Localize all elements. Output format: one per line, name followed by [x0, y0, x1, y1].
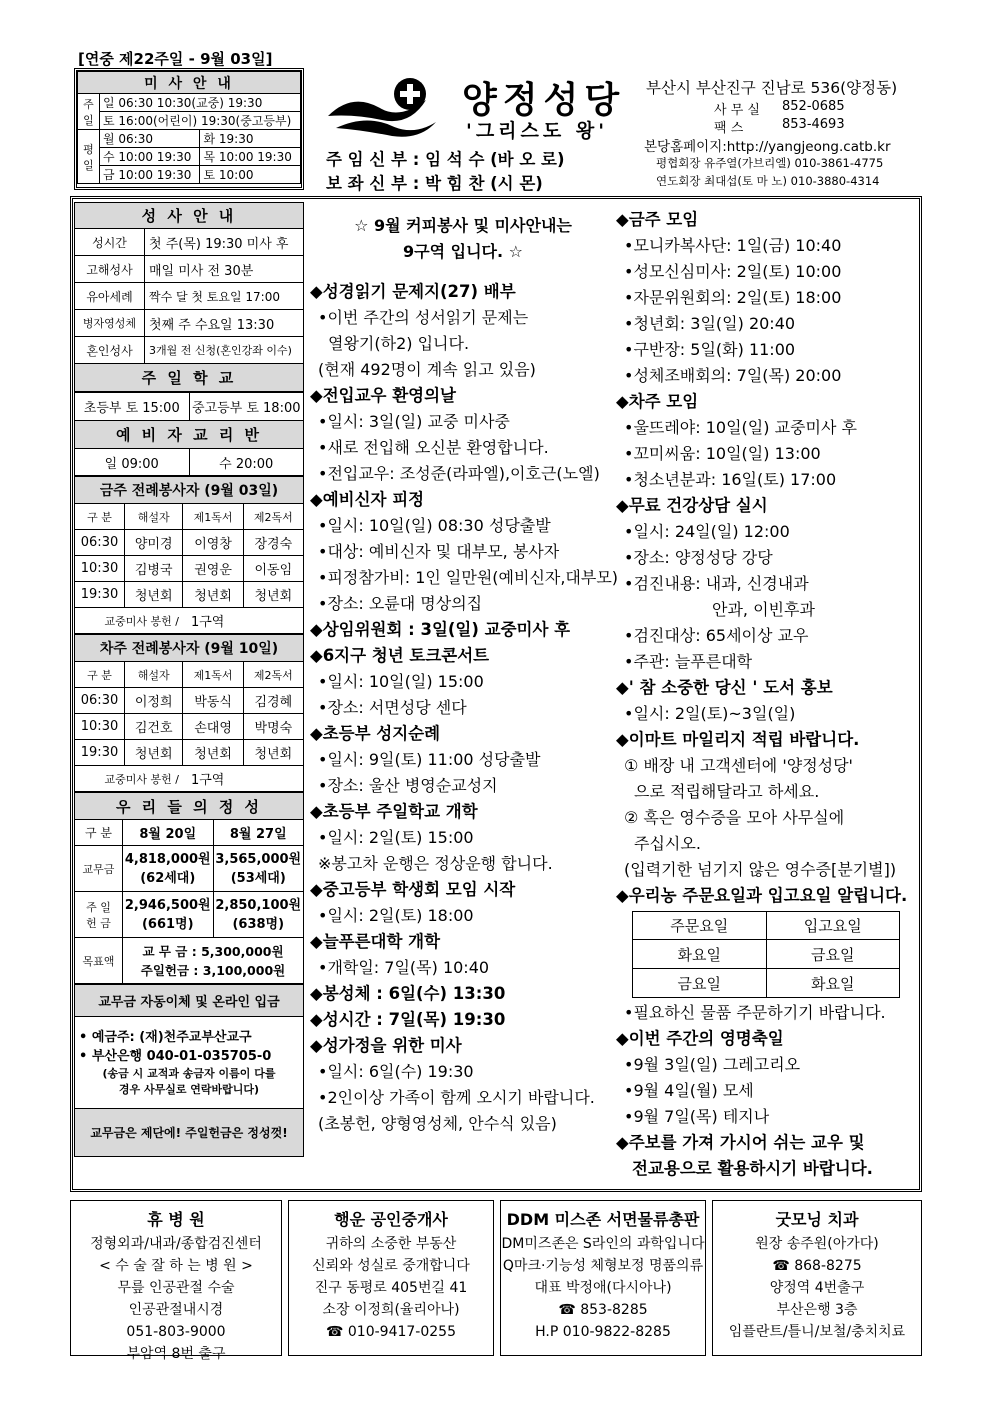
ad-line: 대표 박정애(다시아나)	[534, 1280, 672, 1296]
sacrament-label: 고해성사	[75, 256, 145, 283]
notice-item: •장소: 오륜대 명상의집	[318, 594, 483, 613]
notice-item: •9월 4일(월) 모세	[624, 1081, 754, 1100]
notice-item: •자문위원회의: 2일(토) 18:00	[624, 288, 842, 307]
order-day-header: 입고요일	[766, 912, 900, 940]
offerings-amount: 4,818,000원	[124, 851, 211, 867]
notice-item: •장소: 서면성당 센다	[318, 698, 467, 717]
sacrament-label: 혼인성사	[75, 337, 145, 364]
notice-heading: ◆이마트 마일리지 적립 바랍니다.	[616, 730, 860, 749]
table-row	[75, 530, 304, 556]
school-cell: 중고등부 토 18:00	[189, 393, 304, 421]
servers-header: 제2독서	[243, 662, 303, 688]
notice-heading: ◆전입교우 환영의날	[310, 386, 456, 405]
mass-weekday-cell: 목 10:00 19:30	[200, 148, 301, 166]
ad-line: DM미즈존은 S라인의 과학입니다	[501, 1236, 705, 1252]
notice-item: •검진내용: 내과, 신경내과	[624, 574, 809, 593]
notice-heading: ◆우리농 주문요일과 입고요일 알립니다.	[616, 886, 908, 905]
offerings-count: (661명)	[141, 916, 194, 932]
offerings-label: 주 일 헌 금	[75, 892, 123, 938]
notice-item: 안과, 이빈후과	[712, 600, 815, 619]
notice-item: •일시: 10일(일) 08:30 성당출발	[318, 516, 551, 535]
transfer-account-number: • 부산은행 040-01-035705-0	[79, 1048, 272, 1064]
offerings-amount: 3,565,000원	[215, 851, 302, 867]
servers-cell: 김병국	[125, 556, 183, 582]
table-row	[633, 969, 900, 998]
notice-item: •꼬미씨움: 10일(일) 13:00	[624, 444, 821, 463]
ad-line: 양정역 4번출구	[769, 1280, 865, 1296]
notice-item: •성모신심미사: 2일(토) 10:00	[624, 262, 842, 281]
servers-cell: 손대영	[183, 714, 243, 740]
notice-heading: ◆차주 모임	[616, 392, 699, 411]
notice-heading: ◆무료 건강상담 실시	[616, 496, 768, 515]
parish-logo-icon	[322, 70, 448, 142]
order-day-cell: 화요일	[766, 969, 900, 998]
notice-heading: ◆주보를 가져 가시어 쉬는 교우 및	[616, 1133, 865, 1152]
notice-heading: ◆성시간 : 7일(목) 19:30	[310, 1010, 506, 1029]
notice-heading: ◆이번 주간의 영명축일	[616, 1029, 784, 1048]
notice-heading: ◆성경읽기 문제지(27) 배부	[310, 282, 516, 301]
notice-heading: ◆' 참 소중한 당신 ' 도서 홍보	[616, 678, 833, 697]
servers-cell: 청년회	[125, 582, 183, 608]
notice-item: •피정참가비: 1인 일만원(예비신자,대부모)	[318, 568, 619, 587]
mass-weekday-label: 평일	[78, 130, 100, 184]
notice-item: •일시: 2일(토) 15:00	[318, 828, 474, 847]
middle-column	[310, 213, 619, 1137]
fax-phone: 853-4693	[782, 117, 845, 132]
notice-item: •주관: 늘푸른대학	[624, 652, 753, 671]
fax-label: 팩 스	[714, 121, 744, 136]
notice-item: (현재 492명이 계속 읽고 있음)	[318, 360, 536, 379]
ad-line: 051-803-9000	[126, 1324, 226, 1340]
notice-item: •새로 전입해 오신분 환영합니다.	[318, 438, 549, 457]
servers-cell: 이정희	[125, 688, 183, 714]
transfer-note: (송금 시 교적과 송금자 이름이 다를	[102, 1066, 276, 1080]
pastor-line: 주 임 신 부 : 임 석 수 (바 오 로)	[326, 150, 565, 169]
servers-next-title: 차주 전례봉사자 (9월 10일)	[75, 635, 304, 662]
offerings-count: (53세대)	[230, 870, 286, 886]
notice-heading: ◆성가정을 위한 미사	[310, 1036, 462, 1055]
sacrament-label: 병자영성체	[75, 310, 145, 337]
right-column	[616, 207, 918, 1182]
school-table	[74, 392, 304, 476]
notice-item: (초봉헌, 양형영성체, 안수식 있음)	[318, 1114, 557, 1133]
notice-item: ※봉고차 운행은 정상운행 합니다.	[318, 854, 553, 873]
notice-heading: ◆예비신자 피정	[310, 490, 425, 509]
ad-line: ☎ 010-9417-0255	[326, 1324, 456, 1340]
mass-sunday-line: 일 06:30 10:30(교중) 19:30	[100, 94, 301, 112]
notice-item: ② 혹은 영수증을 모아 사무실에	[624, 808, 845, 827]
offerings-count: (62세대)	[140, 870, 196, 886]
catechumen-cell: 수 20:00	[189, 449, 304, 476]
sacraments-title: 성 사 안 내	[75, 203, 304, 229]
notice-item: 주십시오.	[634, 834, 701, 853]
council-president: 평협회장 유주열(가브리엘) 010-3861-4775	[656, 156, 884, 170]
order-day-cell: 화요일	[633, 940, 767, 969]
transfer-box	[74, 984, 304, 1157]
offerings-count: (638명)	[232, 916, 285, 932]
ad-line: ☎ 853-8285	[558, 1302, 648, 1318]
servers-cell: 박명숙	[243, 714, 303, 740]
notice-item: •개학일: 7일(목) 10:40	[318, 958, 490, 977]
school-title: 주 일 학 교	[75, 364, 304, 392]
mass-weekday-cell: 토 10:00	[200, 166, 301, 184]
notice-item: •청년회: 3일(일) 20:40	[624, 314, 796, 333]
catechumen-title: 예 비 자 교 리 반	[75, 421, 304, 449]
servers-cell: 김건호	[125, 714, 183, 740]
ad-line: 진구 동평로 405번길 41	[314, 1280, 468, 1296]
offering-label: 교중미사 봉헌 /	[75, 608, 183, 634]
mass-sunday-label: 주일	[78, 94, 100, 130]
offerings-header: 8월 27일	[213, 820, 304, 846]
ad-line: 원장 송주원(아가다)	[755, 1236, 879, 1252]
ad-line: 귀하의 소중한 부동산	[325, 1236, 457, 1252]
servers-header: 제1독서	[183, 504, 243, 530]
offering-value: 1구역	[183, 766, 304, 792]
ad-line: 무릎 인공관절 수술	[117, 1280, 235, 1296]
catechumen-cell: 일 09:00	[75, 449, 190, 476]
transfer-account-holder: • 예금주: (재)천주교부산교구	[79, 1029, 252, 1045]
parish-title: 양정성당	[462, 79, 626, 121]
servers-cell: 이동임	[243, 556, 303, 582]
servers-cell: 권영운	[183, 556, 243, 582]
notice-heading: ◆상임위원회 : 3일(일) 교중미사 후	[310, 620, 571, 639]
ad-line: 부산은행 3층	[776, 1302, 858, 1318]
notice-item: •9월 7일(목) 테지나	[624, 1107, 770, 1126]
right-notices-bottom	[616, 1000, 918, 1182]
ad-title: 휴 병 원	[147, 1210, 205, 1229]
notice-item: •청소년분과: 16일(토) 17:00	[624, 470, 837, 489]
notice-heading: ◆초등부 성지순례	[310, 724, 441, 743]
notice-heading: 전교용으로 활용하시기 바랍니다.	[632, 1159, 873, 1178]
coffee-notice: 9구역 입니다. ☆	[403, 242, 523, 261]
coffee-notice: ☆ 9월 커피봉사 및 미사안내는	[354, 216, 572, 235]
ad-line: 부암역 8번 출구	[126, 1346, 226, 1362]
date-line: [연중 제22주일 - 9월 03일]	[78, 50, 273, 68]
servers-time: 06:30	[75, 530, 125, 556]
left-column	[74, 202, 304, 1157]
offerings-amount: 2,850,100원	[215, 897, 302, 913]
notice-item: (입력기한 넘기지 않은 영수증[분기별])	[624, 860, 897, 879]
ad-line: 임플란트/틀니/보철/충치치료	[728, 1324, 906, 1340]
offerings-title: 우 리 들 의 정 성	[75, 793, 304, 820]
notice-item: ① 배장 내 고객센터에 '양정성당'	[624, 756, 853, 775]
table-row	[633, 940, 900, 969]
table-row	[75, 740, 304, 766]
table-row	[75, 714, 304, 740]
notice-item: •9월 3일(일) 그레고리오	[624, 1055, 801, 1074]
servers-time: 06:30	[75, 688, 125, 714]
notice-item: •일시: 6일(수) 19:30	[318, 1062, 474, 1081]
mass-weekday-cell: 월 06:30	[100, 130, 200, 148]
servers-time: 10:30	[75, 556, 125, 582]
notice-item: •구반장: 5일(화) 11:00	[624, 340, 796, 359]
offerings-header: 구 분	[75, 820, 123, 846]
servers-cell: 장경숙	[243, 530, 303, 556]
ad-line: 신뢰와 성실로 중개합니다	[312, 1258, 470, 1274]
notice-item: •2인이상 가족이 함께 오시기 바랍니다.	[318, 1088, 595, 1107]
servers-header: 제2독서	[243, 504, 303, 530]
sacrament-label: 유아세례	[75, 283, 145, 310]
transfer-note: 경우 사무실로 연락바랍니다)	[118, 1082, 260, 1096]
mass-weekday-cell: 수 10:00 19:30	[100, 148, 200, 166]
goal-line: 교 무 금 : 5,300,000원	[142, 943, 284, 959]
servers-cell: 청년회	[243, 582, 303, 608]
homepage-link[interactable]: 본당홈페이지:http://yangjeong.catb.kr	[644, 139, 891, 155]
servers-cell: 김경혜	[243, 688, 303, 714]
servers-cell: 청년회	[183, 740, 243, 766]
mass-title: 미 사 안 내	[78, 72, 301, 94]
servers-cell: 청년회	[183, 582, 243, 608]
ad-line: ☎ 868-8275	[772, 1258, 862, 1274]
notice-item: •장소: 양정성당 강당	[624, 548, 773, 567]
school-cell: 초등부 토 15:00	[75, 393, 190, 421]
slogan: 교무금은 제단에! 주일헌금은 정성껏!	[75, 1109, 304, 1157]
notice-item: •일시: 2일(토)~3일(일)	[624, 704, 796, 723]
servers-time: 19:30	[75, 582, 125, 608]
table-row	[75, 688, 304, 714]
ad-line: 소장 이정희(율리아나)	[322, 1302, 460, 1318]
notice-item: •일시: 24일(일) 12:00	[624, 522, 790, 541]
sacrament-value: 첫째 주 수요일 13:30	[145, 310, 304, 337]
office-label: 사 무 실	[714, 103, 760, 118]
goal-line: 주일헌금 : 3,100,000원	[140, 962, 286, 978]
notice-item: •일시: 2일(토) 18:00	[318, 906, 474, 925]
ad-hospital	[70, 1200, 282, 1362]
notice-heading: ◆봉성체 : 6일(수) 13:30	[310, 984, 506, 1003]
notice-heading: ◆6지구 청년 토크콘서트	[310, 646, 490, 665]
mass-schedule-box	[74, 68, 304, 190]
ad-line: Q마크·기능성 체형보정 명품의류	[502, 1258, 704, 1274]
mass-weekday-cell: 화 19:30	[200, 130, 301, 148]
council-secretary: 연도회장 최대섭(토 마 노) 010-3880-4314	[656, 174, 880, 188]
notice-item: •울뜨레야: 10일(일) 교중미사 후	[624, 418, 857, 437]
ad-title: 행운 공인중개사	[334, 1210, 448, 1229]
notice-item: •필요하신 물품 주문하기기 바랍니다.	[624, 1003, 886, 1022]
address: 부산시 부산진구 진남로 536(양정동)	[646, 79, 898, 97]
mass-saturday-line: 토 16:00(어린이) 19:30(중고등부)	[100, 112, 301, 130]
spacer	[310, 265, 616, 279]
order-day-header: 주문요일	[633, 912, 767, 940]
notice-item: •장소: 울산 병영순교성지	[318, 776, 498, 795]
order-day-table	[632, 911, 900, 998]
notice-item: •대상: 예비신자 및 대부모, 봉사자	[318, 542, 560, 561]
servers-header: 해설자	[125, 504, 183, 530]
servers-time: 10:30	[75, 714, 125, 740]
order-day-cell: 금요일	[766, 940, 900, 969]
offerings-amount: 2,946,500원	[124, 897, 211, 913]
servers-this-week-table	[74, 476, 304, 634]
notice-item: •일시: 9일(토) 11:00 성당출발	[318, 750, 541, 769]
office-phone: 852-0685	[782, 99, 845, 114]
goal-label: 목표액	[75, 938, 123, 984]
ad-title: 굿모닝 치과	[775, 1210, 859, 1229]
table-row	[75, 582, 304, 608]
servers-time: 19:30	[75, 740, 125, 766]
servers-header: 해설자	[125, 662, 183, 688]
notice-item: •이번 주간의 성서읽기 문제는	[318, 308, 529, 327]
ad-dental	[712, 1200, 922, 1356]
notice-heading: ◆중고등부 학생회 모임 시작	[310, 880, 516, 899]
notice-heading: ◆늘푸른대학 개학	[310, 932, 441, 951]
ad-line: 인공관절내시경	[128, 1302, 224, 1318]
servers-cell: 청년회	[125, 740, 183, 766]
notice-item: 열왕기(하2) 입니다.	[328, 334, 470, 353]
notice-item: 으로 적립해달라고 하세요.	[634, 782, 820, 801]
sacraments-table	[74, 202, 304, 392]
servers-cell: 박동식	[183, 688, 243, 714]
servers-header: 제1독서	[183, 662, 243, 688]
ad-line: < 수 술 잘 하 는 병 원 >	[99, 1258, 253, 1274]
offering-value: 1구역	[183, 608, 304, 634]
servers-cell: 양미경	[125, 530, 183, 556]
right-notices-top	[616, 207, 918, 909]
servers-next-week-table	[74, 634, 304, 792]
sacrament-value: 첫 주(목) 19:30 미사 후	[145, 229, 304, 256]
ad-clothing	[500, 1200, 706, 1356]
order-day-cell: 금요일	[633, 969, 767, 998]
ad-line: 정형외과/내과/종합검진센터	[90, 1236, 262, 1252]
mass-weekday-cell: 금 10:00 19:30	[100, 166, 200, 184]
ad-title: DDM 미스존 서면물류총판	[506, 1210, 700, 1229]
notice-heading: ◆초등부 주일학교 개학	[310, 802, 478, 821]
servers-header: 구 분	[75, 662, 125, 688]
notice-item: •모니카복사단: 1일(금) 10:40	[624, 236, 842, 255]
ad-realtor	[288, 1200, 494, 1356]
servers-cell: 이영창	[183, 530, 243, 556]
servers-header: 구 분	[75, 504, 125, 530]
ad-line: H.P 010-9822-8285	[535, 1324, 671, 1340]
servers-this-title: 금주 전례봉사자 (9월 03일)	[75, 477, 304, 504]
sacrament-value: 매일 미사 전 30분	[145, 256, 304, 283]
sacrament-value: 짝수 달 첫 토요일 17:00	[145, 283, 304, 310]
offerings-header: 8월 20일	[123, 820, 214, 846]
assistant-line: 보 좌 신 부 : 박 힘 찬 (시 몬)	[326, 174, 543, 193]
notice-item: •성체조배회의: 7일(목) 20:00	[624, 366, 842, 385]
sacrament-value: 3개월 전 신청(혼인강좌 이수)	[145, 337, 304, 364]
notice-heading: ◆금주 모임	[616, 210, 699, 229]
offerings-table	[74, 792, 304, 984]
notice-item: •일시: 3일(일) 교중 미사중	[318, 412, 510, 431]
notice-item: •검진대상: 65세이상 교우	[624, 626, 809, 645]
table-row	[75, 556, 304, 582]
notice-item: •일시: 10일(일) 15:00	[318, 672, 484, 691]
servers-cell: 청년회	[243, 740, 303, 766]
notice-item: •전입교우: 조성준(라파엘),이호근(노엘)	[318, 464, 600, 483]
transfer-title: 교무금 자동이체 및 온라인 입금	[75, 985, 304, 1017]
parish-subtitle: '그리스도 왕'	[466, 120, 609, 142]
offering-label: 교중미사 봉헌 /	[75, 766, 183, 792]
sacrament-label: 성시간	[75, 229, 145, 256]
offerings-label: 교무금	[75, 846, 123, 892]
